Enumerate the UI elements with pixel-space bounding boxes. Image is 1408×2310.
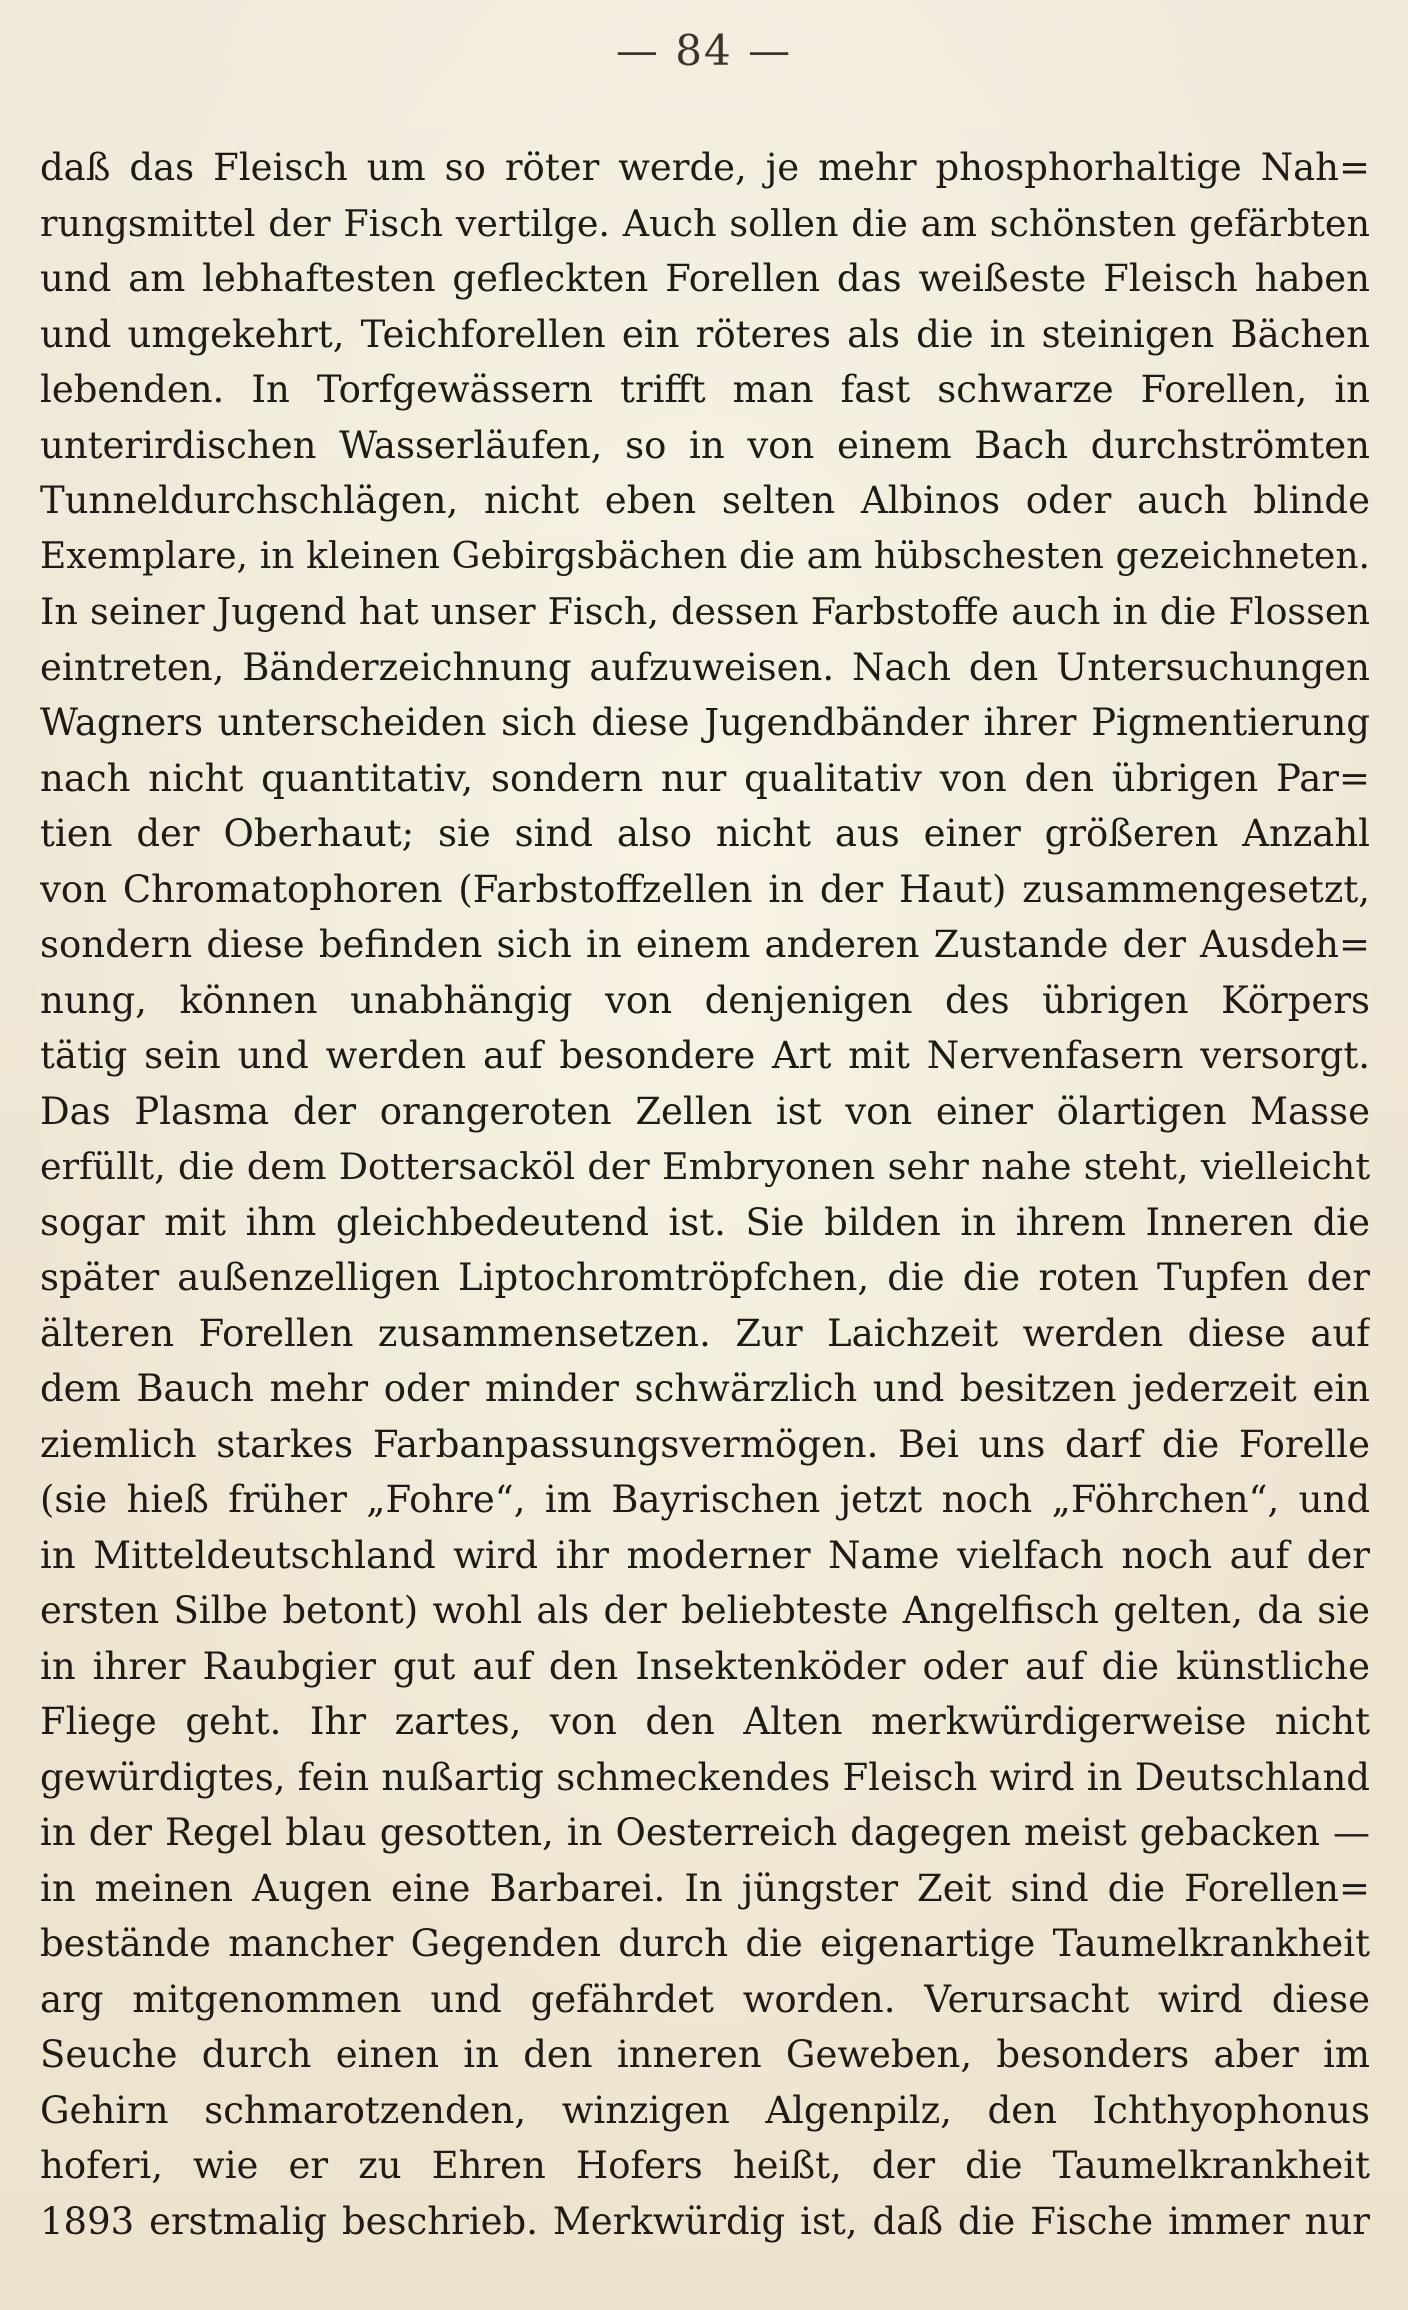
text-line: tien der Oberhaut; sie sind also nicht aus einer größeren Anzahl bbox=[40, 812, 1370, 855]
text-line: tätig sein und werden auf besondere Art mit Nervenfasern versorgt. bbox=[40, 1034, 1370, 1077]
text-line: ziemlich starkes Farbanpassungsvermögen. Bei uns darf die Forelle bbox=[40, 1422, 1370, 1466]
text-line: In seiner Jugend hat unser Fisch, dessen Farbstoffe auch in die Flossen bbox=[40, 590, 1370, 633]
text-line: 1893 erstmalig beschrieb. Merkwürdig ist, daß die Fische immer nur bbox=[40, 2199, 1370, 2243]
text-line: in der Regel blau gesotten, in Oesterreich dagegen meist gebacken — bbox=[40, 1811, 1370, 1854]
text-line: in Mitteldeutschland wird ihr moderner Name vielfach noch auf der bbox=[40, 1533, 1370, 1577]
text-line: von Chromatophoren (Farbstoffzellen in der Haut) zusammengesetzt, bbox=[40, 867, 1370, 911]
text-line: rungsmittel der Fisch vertilge. Auch sollen die am schönsten gefärbten bbox=[40, 201, 1370, 245]
text-line: nung, können unabhängig von denjenigen des übrigen Körpers bbox=[40, 978, 1370, 1022]
text-line: ersten Silbe betont) wohl als der beliebteste Angelfisch gelten, da sie bbox=[40, 1589, 1370, 1632]
page-number: — 84 — bbox=[615, 26, 793, 75]
text-line: sogar mit ihm gleichbedeutend ist. Sie bilden in ihrem Inneren die bbox=[40, 1200, 1370, 1244]
text-line: (sie hieß früher „Fohre“, im Bayrischen jetzt noch „Föhrchen“, und bbox=[40, 1478, 1370, 1521]
text-line: gewürdigtes, fein nußartig schmeckendes Fleisch wird in Deutschland bbox=[40, 1755, 1370, 1799]
text-line: und am lebhaftesten gefleckten Forellen das weißeste Fleisch haben bbox=[40, 257, 1370, 300]
text-line: Das Plasma der orangeroten Zellen ist von einer ölartigen Masse bbox=[40, 1089, 1370, 1133]
text-line: daß das Fleisch um so röter werde, je mehr phosphorhaltige Nah= bbox=[40, 146, 1370, 189]
body-text bbox=[40, 140, 1370, 2249]
text-line: Seuche durch einen in den inneren Geweben, besonders aber im bbox=[40, 2033, 1370, 2076]
text-line: eintreten, Bänderzeichnung aufzuweisen. Nach den Untersuchungen bbox=[40, 645, 1370, 689]
text-line: Fliege geht. Ihr zartes, von den Alten merkwürdigerweise nicht bbox=[40, 1700, 1370, 1743]
text-line: in meinen Augen eine Barbarei. In jüngster Zeit sind die Forellen= bbox=[40, 1866, 1370, 1910]
text-line: bestände mancher Gegenden durch die eigenartige Taumelkrankheit bbox=[40, 1922, 1370, 1965]
text-line: unterirdischen Wasserläufen, so in von einem Bach durchströmten bbox=[40, 423, 1370, 467]
text-line: erfüllt, die dem Dottersacköl der Embryonen sehr nahe steht, vielleicht bbox=[40, 1145, 1370, 1188]
text-line: Gehirn schmarotzenden, winzigen Algenpilz, den Ichthyophonus bbox=[40, 2088, 1370, 2132]
text-line: in ihrer Raubgier gut auf den Insektenköder oder auf die künstliche bbox=[40, 1644, 1370, 1688]
text-line: arg mitgenommen und gefährdet worden. Verursacht wird diese bbox=[40, 1977, 1370, 2021]
text-line: Exemplare, in kleinen Gebirgsbächen die am hübschesten gezeichneten. bbox=[40, 535, 1370, 577]
text-line: sondern diese befinden sich in einem anderen Zustande der Ausdeh= bbox=[40, 923, 1370, 966]
text-line: älteren Forellen zusammensetzen. Zur Laichzeit werden diese auf bbox=[40, 1311, 1370, 1355]
text-line: nach nicht quantitativ, sondern nur qualitativ von den übrigen Par= bbox=[40, 756, 1370, 800]
text-line: später außenzelligen Liptochromtröpfchen, die die roten Tupfen der bbox=[40, 1256, 1370, 1299]
text-line: und umgekehrt, Teichforellen ein röteres als die in steinigen Bächen bbox=[40, 312, 1370, 356]
text-line: hoferi, wie er zu Ehren Hofers heißt, der die Taumelkrankheit bbox=[40, 2144, 1370, 2187]
text-line: dem Bauch mehr oder minder schwärzlich und besitzen jederzeit ein bbox=[40, 1367, 1370, 1410]
text-line: Tunneldurchschlägen, nicht eben selten Albinos oder auch blinde bbox=[40, 479, 1370, 522]
text-line: Wagners unterscheiden sich diese Jugendbänder ihrer Pigmentierung bbox=[40, 701, 1370, 744]
text-line: lebenden. In Torfgewässern trifft man fast schwarze Forellen, in bbox=[40, 368, 1370, 411]
